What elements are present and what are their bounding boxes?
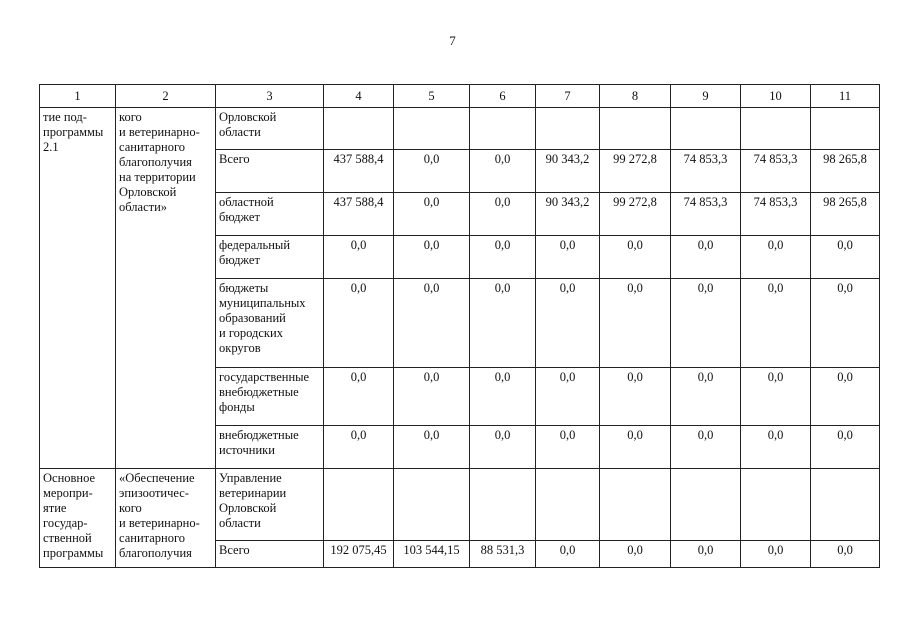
value-cell: 0,0 bbox=[470, 150, 536, 193]
value-cell: 0,0 bbox=[741, 236, 811, 279]
value-cell: 0,0 bbox=[671, 236, 741, 279]
value-cell: 0,0 bbox=[470, 236, 536, 279]
value-cell: 0,0 bbox=[394, 150, 470, 193]
header-cell: 5 bbox=[394, 85, 470, 108]
funding-source-cell: Управление ветеринарии Орловской области bbox=[216, 469, 324, 541]
value-cell bbox=[741, 469, 811, 541]
program-type-cell: Основное меропри- ятие государ- ственной программы bbox=[40, 469, 116, 568]
value-cell: 0,0 bbox=[536, 541, 600, 568]
header-row bbox=[40, 85, 880, 108]
value-cell: 0,0 bbox=[671, 426, 741, 469]
value-cell: 0,0 bbox=[536, 279, 600, 368]
value-cell: 0,0 bbox=[671, 541, 741, 568]
header-cell: 4 bbox=[324, 85, 394, 108]
header-cell: 9 bbox=[671, 85, 741, 108]
funding-source-cell: государственные внебюджетные фонды bbox=[216, 368, 324, 426]
value-cell bbox=[470, 469, 536, 541]
header-cell: 1 bbox=[40, 85, 116, 108]
funding-source-cell: бюджеты муниципальных образований и городских округов bbox=[216, 279, 324, 368]
value-cell: 74 853,3 bbox=[671, 150, 741, 193]
value-cell: 0,0 bbox=[394, 193, 470, 236]
value-cell: 0,0 bbox=[470, 193, 536, 236]
value-cell: 0,0 bbox=[741, 368, 811, 426]
header-cell: 10 bbox=[741, 85, 811, 108]
value-cell: 0,0 bbox=[741, 541, 811, 568]
funding-source-cell: Всего bbox=[216, 541, 324, 568]
value-cell bbox=[324, 108, 394, 150]
value-cell bbox=[470, 108, 536, 150]
program-name-cell: кого и ветеринарно- санитарного благополучия на территории Орловской области» bbox=[116, 108, 216, 469]
value-cell bbox=[536, 469, 600, 541]
value-cell: 0,0 bbox=[536, 368, 600, 426]
value-cell: 90 343,2 bbox=[536, 150, 600, 193]
value-cell: 74 853,3 bbox=[671, 193, 741, 236]
value-cell: 0,0 bbox=[470, 368, 536, 426]
value-cell: 103 544,15 bbox=[394, 541, 470, 568]
value-cell: 0,0 bbox=[324, 279, 394, 368]
header-cell: 2 bbox=[116, 85, 216, 108]
value-cell: 0,0 bbox=[470, 279, 536, 368]
program-type-cell: тие под- программы 2.1 bbox=[40, 108, 116, 469]
value-cell: 0,0 bbox=[324, 426, 394, 469]
value-cell: 0,0 bbox=[324, 368, 394, 426]
value-cell: 88 531,3 bbox=[470, 541, 536, 568]
value-cell bbox=[671, 108, 741, 150]
funding-source-cell: внебюджетные источники bbox=[216, 426, 324, 469]
value-cell: 0,0 bbox=[741, 279, 811, 368]
value-cell bbox=[536, 108, 600, 150]
value-cell: 99 272,8 bbox=[600, 193, 671, 236]
value-cell: 0,0 bbox=[671, 368, 741, 426]
value-cell: 0,0 bbox=[394, 279, 470, 368]
value-cell: 0,0 bbox=[811, 236, 880, 279]
header-cell: 11 bbox=[811, 85, 880, 108]
value-cell: 0,0 bbox=[671, 279, 741, 368]
value-cell: 0,0 bbox=[811, 279, 880, 368]
value-cell bbox=[600, 469, 671, 541]
value-cell: 0,0 bbox=[324, 236, 394, 279]
budget-table bbox=[39, 84, 880, 568]
table-row bbox=[40, 469, 880, 541]
value-cell: 98 265,8 bbox=[811, 193, 880, 236]
header-cell: 7 bbox=[536, 85, 600, 108]
funding-source-cell: Орловской области bbox=[216, 108, 324, 150]
value-cell: 0,0 bbox=[394, 368, 470, 426]
program-name-cell: «Обеспечение эпизоотичес- кого и ветеринарно- санитарного благополучия bbox=[116, 469, 216, 568]
value-cell bbox=[600, 108, 671, 150]
value-cell: 437 588,4 bbox=[324, 193, 394, 236]
value-cell: 0,0 bbox=[741, 426, 811, 469]
value-cell bbox=[394, 108, 470, 150]
value-cell bbox=[741, 108, 811, 150]
value-cell: 0,0 bbox=[811, 541, 880, 568]
value-cell bbox=[811, 108, 880, 150]
value-cell: 0,0 bbox=[394, 236, 470, 279]
value-cell: 0,0 bbox=[600, 541, 671, 568]
header-cell: 3 bbox=[216, 85, 324, 108]
value-cell bbox=[671, 469, 741, 541]
value-cell bbox=[811, 469, 880, 541]
value-cell: 0,0 bbox=[811, 368, 880, 426]
value-cell: 437 588,4 bbox=[324, 150, 394, 193]
value-cell: 0,0 bbox=[600, 279, 671, 368]
page-number: 7 bbox=[449, 33, 456, 48]
value-cell: 99 272,8 bbox=[600, 150, 671, 193]
header-cell: 8 bbox=[600, 85, 671, 108]
value-cell: 0,0 bbox=[600, 236, 671, 279]
value-cell bbox=[394, 469, 470, 541]
value-cell: 74 853,3 bbox=[741, 150, 811, 193]
header-cell: 6 bbox=[470, 85, 536, 108]
value-cell: 0,0 bbox=[470, 426, 536, 469]
value-cell: 74 853,3 bbox=[741, 193, 811, 236]
value-cell: 192 075,45 bbox=[324, 541, 394, 568]
table-row bbox=[40, 108, 880, 150]
funding-source-cell: областной бюджет bbox=[216, 193, 324, 236]
value-cell: 0,0 bbox=[600, 426, 671, 469]
value-cell: 90 343,2 bbox=[536, 193, 600, 236]
value-cell: 0,0 bbox=[536, 426, 600, 469]
funding-source-cell: Всего bbox=[216, 150, 324, 193]
value-cell: 0,0 bbox=[536, 236, 600, 279]
value-cell: 0,0 bbox=[600, 368, 671, 426]
value-cell bbox=[324, 469, 394, 541]
value-cell: 98 265,8 bbox=[811, 150, 880, 193]
value-cell: 0,0 bbox=[811, 426, 880, 469]
funding-source-cell: федеральный бюджет bbox=[216, 236, 324, 279]
value-cell: 0,0 bbox=[394, 426, 470, 469]
